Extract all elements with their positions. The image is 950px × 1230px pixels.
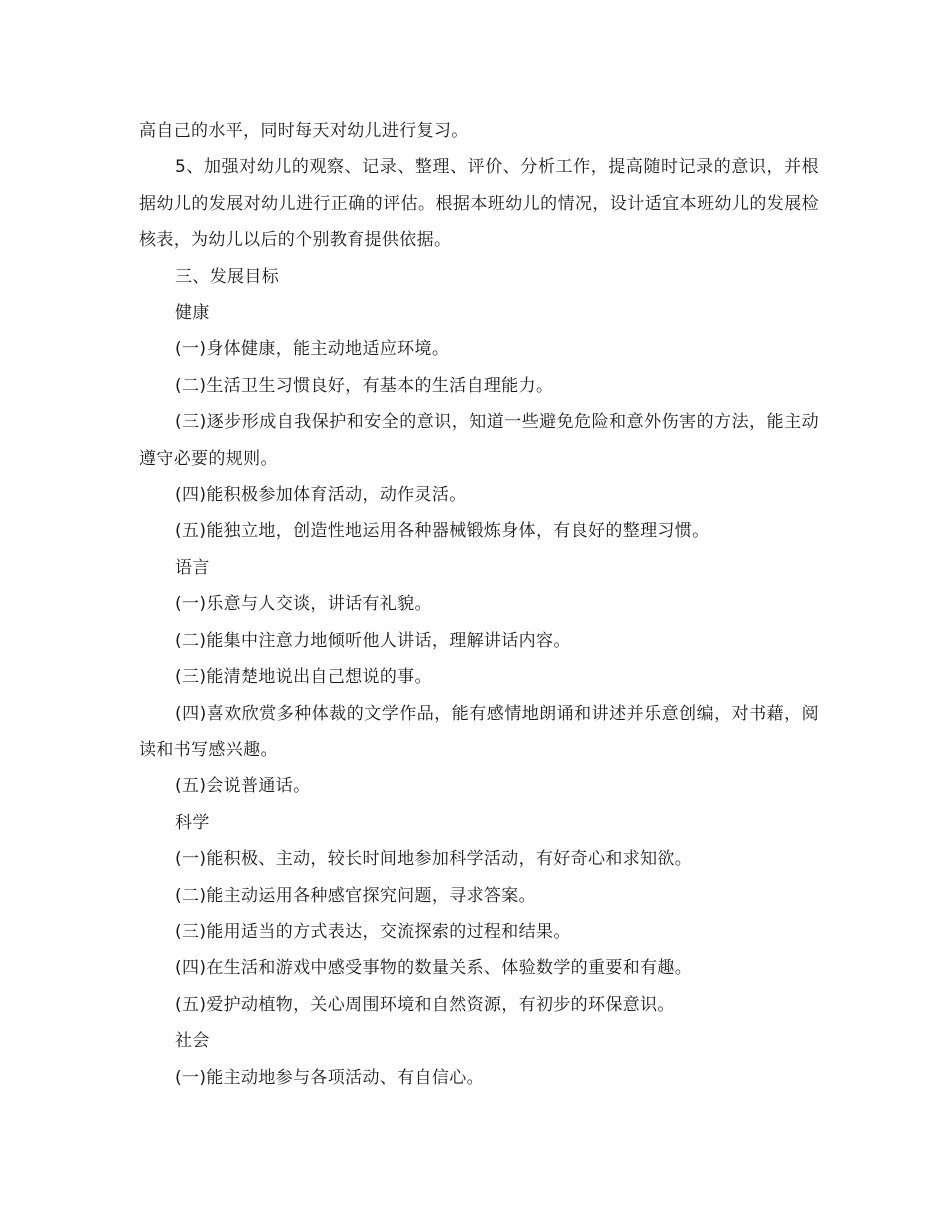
health-goal-3: (三)逐步形成自我保护和安全的意识，知道一些避免危险和意外伤害的方法，能主动遵守必要的规则。 bbox=[139, 412, 819, 469]
science-goal-2: (二)能主动运用各种感官探究问题，寻求答案。 bbox=[175, 885, 536, 906]
health-goal-5: (五)能独立地，创造性地运用各种器械锻炼身体，有良好的整理习惯。 bbox=[175, 521, 710, 542]
document-body bbox=[139, 113, 819, 1096]
language-goal-2: (二)能集中注意力地倾听他人讲话，理解讲话内容。 bbox=[175, 630, 571, 651]
science-goal-5: (五)爱护动植物，关心周围环境和自然资源，有初步的环保意识。 bbox=[175, 994, 675, 1015]
language-goal-1: (一)乐意与人交谈，讲话有礼貌。 bbox=[175, 594, 432, 615]
society-goal-1: (一)能主动地参与各项活动、有自信心。 bbox=[175, 1067, 484, 1088]
health-goal-1: (一)身体健康，能主动地适应环境。 bbox=[175, 339, 450, 360]
language-goal-4: (四)喜欢欣赏多种体裁的文学作品，能有感情地朗诵和讲述并乐意创编，对书藉，阅读和书写感兴趣。 bbox=[139, 703, 819, 760]
subheading-society: 社会 bbox=[175, 1031, 210, 1052]
section-heading-development-goals: 三、发展目标 bbox=[175, 266, 280, 287]
subheading-science: 科学 bbox=[175, 812, 210, 833]
language-goal-5: (五)会说普通话。 bbox=[175, 776, 311, 797]
science-goal-4: (四)在生活和游戏中感受事物的数量关系、体验数学的重要和有趣。 bbox=[175, 958, 693, 979]
health-goal-2: (二)生活卫生习惯良好，有基本的生活自理能力。 bbox=[175, 375, 554, 396]
language-goal-3: (三)能清楚地说出自己想说的事。 bbox=[175, 667, 432, 688]
science-goal-1: (一)能积极、主动，较长时间地参加科学活动，有好奇心和求知欲。 bbox=[175, 849, 693, 870]
subheading-health: 健康 bbox=[175, 303, 210, 324]
paragraph-item-5: 5、加强对幼儿的观察、记录、整理、评价、分析工作，提高随时记录的意识，并根据幼儿的发展对幼儿进行正确的评估。根据本班幼儿的情况，设计适宜本班幼儿的发展检核表，为幼儿以后的个别教育提供依据。 bbox=[139, 157, 819, 251]
health-goal-4: (四)能积极参加体育活动，动作灵活。 bbox=[175, 485, 467, 506]
paragraph-continuation: 高自己的水平，同时每天对幼儿进行复习。 bbox=[139, 121, 469, 141]
subheading-language: 语言 bbox=[175, 557, 210, 578]
science-goal-3: (三)能用适当的方式表达，交流探索的过程和结果。 bbox=[175, 921, 571, 942]
